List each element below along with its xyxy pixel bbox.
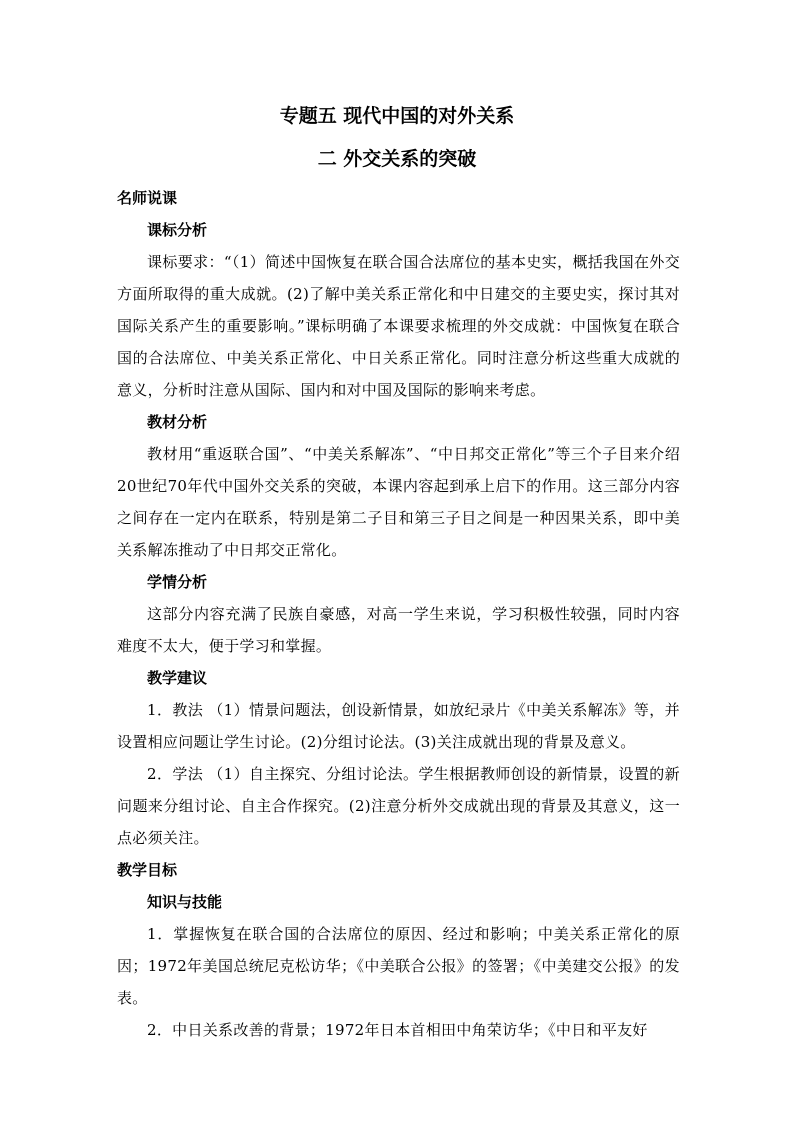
subheading-knowledge: 知识与技能 <box>147 893 223 911</box>
paragraph-curriculum: 课标要求：“（1）简述中国恢复在联合国合法席位的基本史实，概括我国在外交方面所取得的重大成就。(2)了解中美关系正常化和中日建交的主要史实，探讨其对国际关系产生的重要影响。”课标明确了本课要求梳理的外交成就：中国恢复在联合国的合法席位、中美关系正常化、中日关系正常化。同时注意分析这些重大成就的意义，分析时注意从国际、国内和对中国及国际的影响来考虑。 <box>117 253 680 399</box>
paragraph-knowledge-1: 1．掌握恢复在联合国的合法席位的原因、经过和影响；中美关系正常化的原因；1972年美国总统尼克松访华；《中美联合公报》的签署；《中美建交公报》的发表。 <box>117 925 680 1007</box>
subheading-textbook: 教材分析 <box>147 413 208 431</box>
section-heading-teaching-goals: 教学目标 <box>117 861 178 879</box>
document-body <box>117 182 680 1046</box>
paragraph-suggestion-1: 1．教法 （1）情景问题法，创设新情景，如放纪录片《中美关系解冻》等，并设置相应问题让学生讨论。(2)分组讨论法。(3)关注成就出现的背景及意义。 <box>117 701 680 751</box>
section-heading-teacher-lecture: 名师说课 <box>117 189 178 207</box>
page-title: 专题五 现代中国的对外关系 <box>279 105 515 127</box>
paragraph-textbook: 教材用“重返联合国”、“中美关系解冻”、“中日邦交正常化”等三个子目来介绍20世纪70年代中国外交关系的突破，本课内容起到承上启下的作用。这三部分内容之间存在一定内在联系，特别是第二子目和第三子目之间是一种因果关系，即中美关系解冻推动了中日邦交正常化。 <box>117 445 680 559</box>
subheading-curriculum: 课标分析 <box>147 221 208 239</box>
paragraph-knowledge-2: 2．中日关系改善的背景；1972年日本首相田中角荣访华；《中日和平友好 <box>147 1021 648 1039</box>
page-subtitle: 二 外交关系的突破 <box>317 148 477 170</box>
subheading-suggestions: 教学建议 <box>147 669 208 687</box>
paragraph-suggestion-2: 2．学法 （1）自主探究、分组讨论法。学生根据教师创设的新情景，设置的新问题来分组讨论、自主合作探究。(2)注意分析外交成就出现的背景及其意义，这一点必须关注。 <box>117 765 680 847</box>
subheading-students: 学情分析 <box>147 573 208 591</box>
paragraph-students: 这部分内容充满了民族自豪感，对高一学生来说，学习积极性较强，同时内容难度不太大，便于学习和掌握。 <box>117 605 680 655</box>
